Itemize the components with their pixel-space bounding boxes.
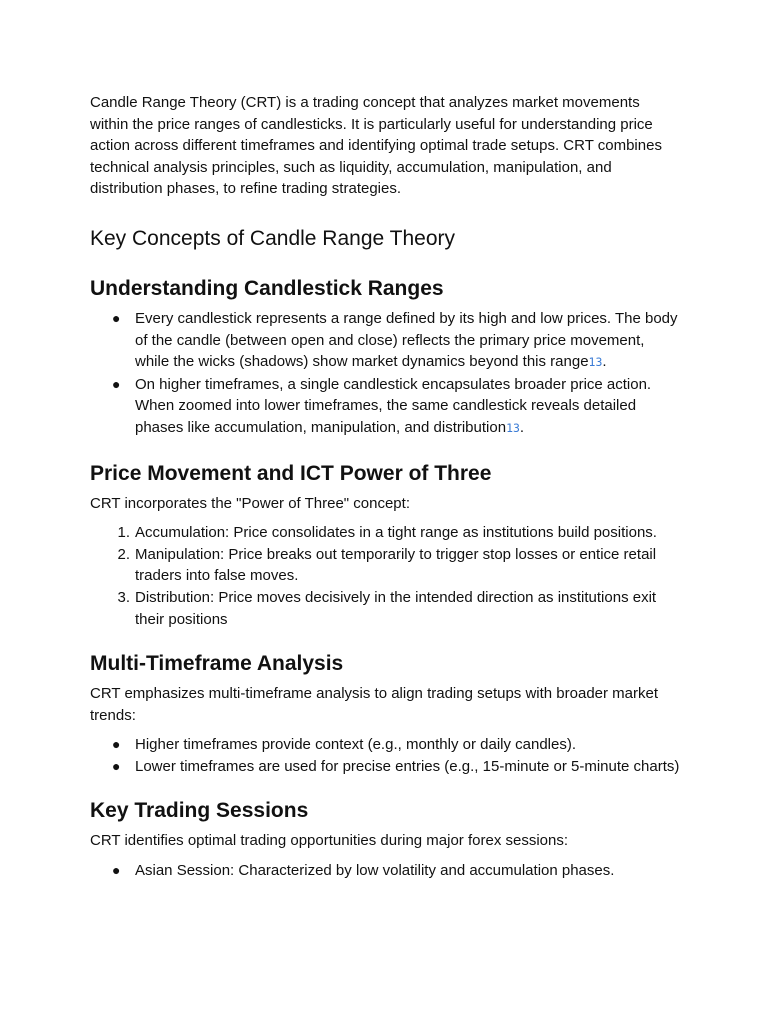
list-item xyxy=(90,544,682,587)
list-number: 2. xyxy=(117,545,130,563)
section-lead: CRT identifies optimal trading opportunities during major forex sessions: xyxy=(90,832,569,850)
bullet-icon: ● xyxy=(112,757,121,774)
bullet-list xyxy=(90,860,682,882)
list-item xyxy=(90,522,682,544)
bullet-icon: ● xyxy=(112,736,121,753)
bullet-list xyxy=(90,308,682,440)
bullet-list xyxy=(90,734,682,777)
list-item xyxy=(90,756,682,778)
list-item-end: . xyxy=(602,353,607,371)
numbered-list xyxy=(90,522,682,630)
list-number: 1. xyxy=(117,524,130,542)
bullet-icon: ● xyxy=(112,375,121,392)
key-concepts-heading: Key Concepts of Candle Range Theory xyxy=(90,226,455,250)
list-item-text: Accumulation: Price consolidates in a tight range as institutions build positions. xyxy=(135,524,657,542)
citation-link[interactable]: 13 xyxy=(588,355,603,370)
list-item-text: On higher timeframes, a single candlestick encapsulates broader price action. When zoomed into lower timeframes, the same candlestick reveals detailed phases like accumulation, manipulation, and distribution xyxy=(135,375,652,436)
list-item xyxy=(90,308,682,374)
list-item xyxy=(90,734,682,756)
list-item-text: Asian Session: Characterized by low volatility and accumulation phases. xyxy=(135,862,615,880)
list-item-text: Higher timeframes provide context (e.g., monthly or daily candles). xyxy=(135,736,577,754)
section-multi-timeframe xyxy=(90,650,682,777)
list-number: 3. xyxy=(117,588,130,606)
list-item-text: Lower timeframes are used for precise entries (e.g., 15-minute or 5-minute charts) xyxy=(135,757,680,775)
list-item-text: Manipulation: Price breaks out temporarily to trigger stop losses or entice retail traders into false moves. xyxy=(135,545,657,585)
list-item xyxy=(90,860,682,882)
section-lead: CRT emphasizes multi-timeframe analysis to align trading setups with broader market trends: xyxy=(90,685,659,724)
list-item xyxy=(90,374,682,440)
section-lead: CRT incorporates the "Power of Three" concept: xyxy=(90,494,410,512)
list-item-text: Every candlestick represents a range defined by its high and low prices. The body of the candle (between open and close) reflects the primary price movement, while the wicks (shadows) show market dynamics beyond this range xyxy=(135,309,678,371)
section-trading-sessions xyxy=(90,797,682,881)
section-heading: Understanding Candlestick Ranges xyxy=(90,276,444,300)
intro-paragraph: Candle Range Theory (CRT) is a trading concept that analyzes market movements within the price ranges of candlesticks. It is particularly useful for understanding price action across different timeframes and identifying optimal trade setups. CRT combines technical analysis principles, such as liquidity, accumulation, manipulation, and distribution phases, to refine trading strategies. xyxy=(90,94,662,198)
section-heading: Multi-Timeframe Analysis xyxy=(90,652,344,676)
bullet-icon: ● xyxy=(112,862,121,879)
section-heading: Price Movement and ICT Power of Three xyxy=(90,461,492,485)
bullet-icon: ● xyxy=(112,309,121,326)
citation-link[interactable]: 13 xyxy=(506,420,520,435)
list-item-text: Distribution: Price moves decisively in the intended direction as institutions exit their positions xyxy=(135,588,657,628)
list-item-end: . xyxy=(519,418,525,436)
section-candlestick-ranges xyxy=(90,275,682,440)
list-item xyxy=(90,587,682,630)
section-power-of-three xyxy=(90,460,682,631)
section-heading: Key Trading Sessions xyxy=(90,799,309,823)
document-page xyxy=(90,92,682,902)
